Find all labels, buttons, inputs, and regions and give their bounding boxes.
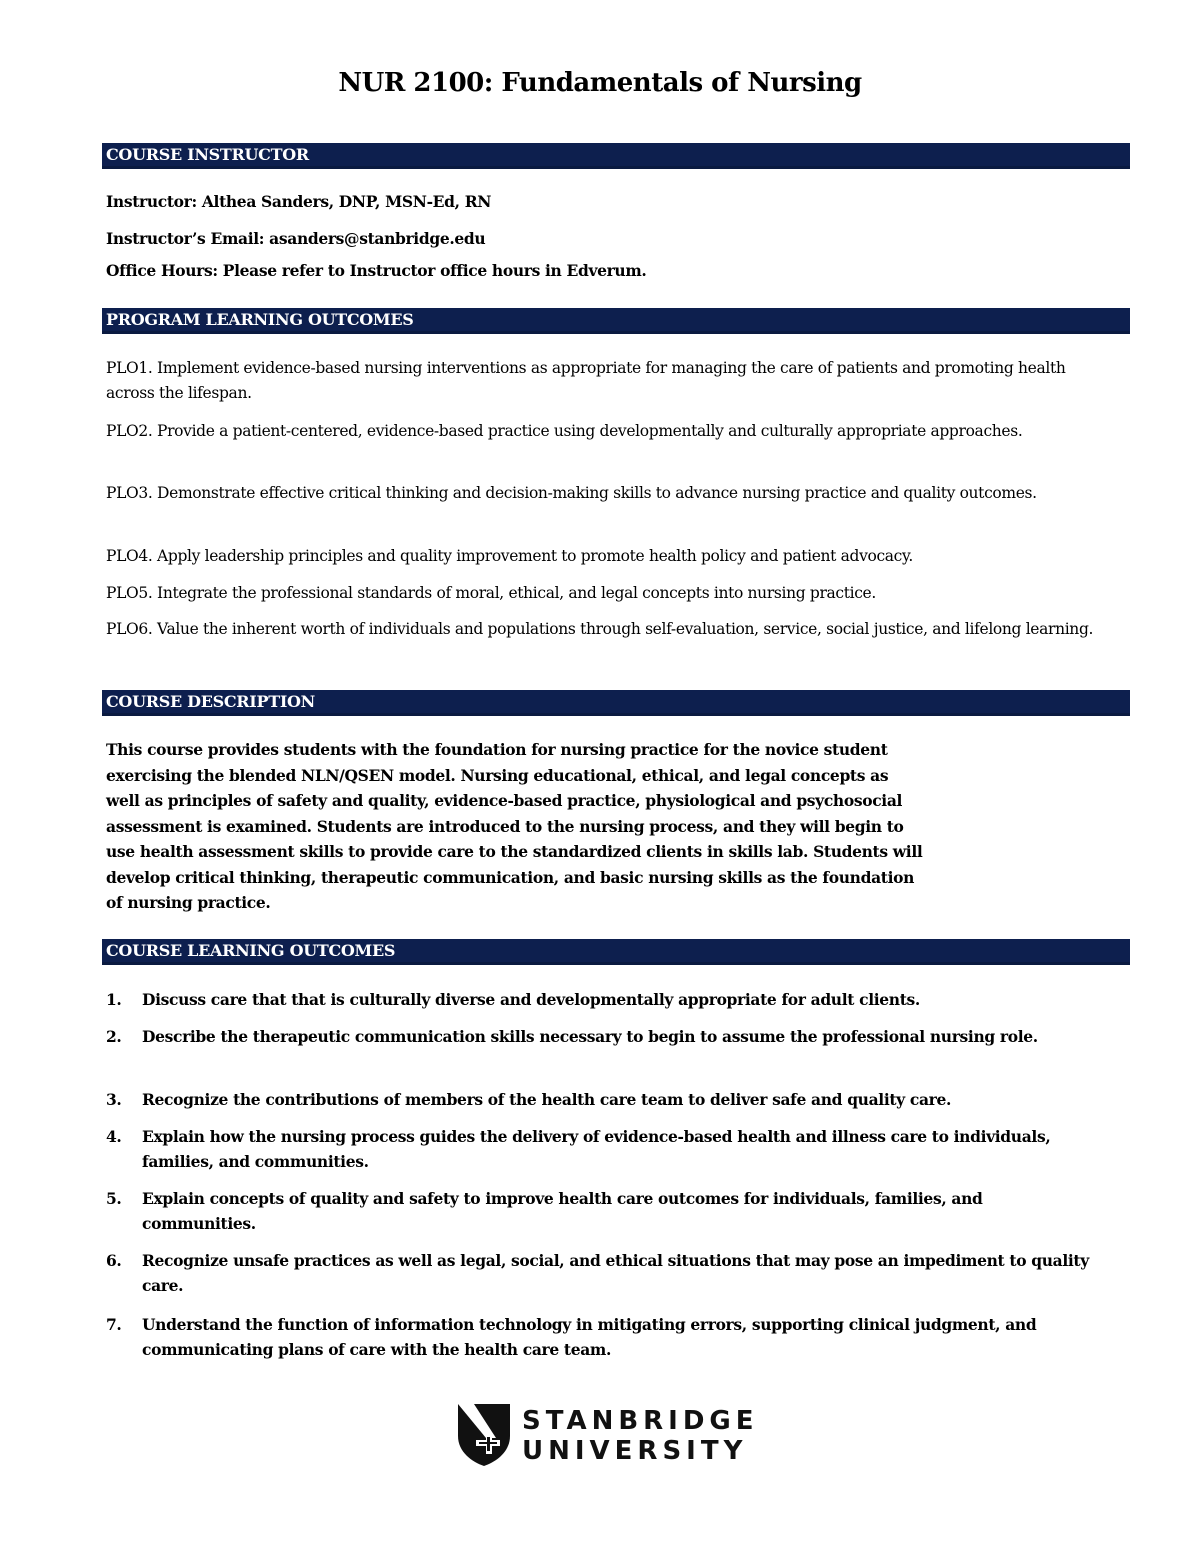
office-hours: Office Hours: Please refer to Instructor office hours in Edverum.: [106, 261, 647, 280]
clo-number: 3.: [106, 1090, 122, 1109]
clo-text: Explain how the nursing process guides the delivery of evidence-based health and illness care to individuals, families, and communities.: [142, 1127, 1051, 1171]
clo-item-1: [106, 987, 1096, 1013]
clo-item-4: [106, 1124, 1096, 1176]
logo-wordmark: [522, 1406, 759, 1466]
section-header-program-learning-outcomes: [102, 308, 1130, 334]
section-heading: COURSE INSTRUCTOR: [106, 145, 309, 164]
section-heading: PROGRAM LEARNING OUTCOMES: [106, 310, 414, 329]
description-line: This course provides students with the foundation for nursing practice for the novice student: [106, 740, 888, 759]
clo-item-7: [106, 1312, 1096, 1364]
stanbridge-shield-icon: [456, 1402, 512, 1468]
logo-line-2: UNIVERSITY: [522, 1436, 748, 1466]
clo-text: Understand the function of information technology in mitigating errors, supporting clinical judgment, and communicating plans of care with the health care team.: [142, 1315, 1037, 1359]
clo-text: Discuss care that that is culturally diverse and developmentally appropriate for adult clients.: [142, 990, 920, 1009]
clo-text: Describe the therapeutic communication skills necessary to begin to assume the professional nursing role.: [142, 1027, 1038, 1046]
description-line: well as principles of safety and quality, evidence-based practice, physiological and psychosocial: [106, 791, 903, 810]
plo-item-2: PLO2. Provide a patient-centered, evidence-based practice using developmentally and culturally appropriate approaches.: [106, 422, 1023, 440]
course-description: [106, 737, 1006, 916]
section-header-course-description: [102, 690, 1130, 716]
instructor-name: Instructor: Althea Sanders, DNP, MSN-Ed, RN: [106, 192, 492, 211]
instructor-email: Instructor’s Email: asanders@stanbridge.edu: [106, 229, 486, 248]
description-line: assessment is examined. Students are introduced to the nursing process, and they will begin to: [106, 816, 904, 836]
clo-number: 1.: [106, 990, 122, 1009]
clo-number: 7.: [106, 1315, 122, 1334]
clo-text: Recognize unsafe practices as well as legal, social, and ethical situations that may pose an impediment to quality care.: [142, 1251, 1089, 1295]
description-line: of nursing practice.: [106, 893, 271, 912]
clo-item-3: [106, 1087, 1096, 1113]
clo-number: 2.: [106, 1027, 122, 1046]
clo-number: 4.: [106, 1127, 122, 1146]
clo-number: 6.: [106, 1251, 122, 1270]
clo-number: 5.: [106, 1189, 122, 1208]
section-header-course-learning-outcomes: [102, 939, 1130, 965]
logo-line-1: STANBRIDGE: [522, 1406, 759, 1436]
description-line: use health assessment skills to provide care to the standardized clients in skills lab. Students will: [106, 842, 923, 861]
description-line: exercising the blended NLN/QSEN model. Nursing educational, ethical, and legal concepts as: [106, 765, 889, 785]
stanbridge-university-logo: [456, 1402, 759, 1468]
page-title: NUR 2100: Fundamentals of Nursing: [338, 68, 862, 98]
clo-text: Recognize the contributions of members of the health care team to deliver safe and quality care.: [142, 1090, 952, 1109]
clo-item-5: [106, 1186, 1096, 1238]
plo-item-3: PLO3. Demonstrate effective critical thinking and decision-making skills to advance nursing practice and quality outcomes.: [106, 484, 1037, 502]
clo-text: Explain concepts of quality and safety to improve health care outcomes for individuals, families, and communities.: [142, 1189, 983, 1233]
section-heading: COURSE DESCRIPTION: [106, 692, 315, 711]
plo-item-1: PLO1. Implement evidence-based nursing interventions as appropriate for managing the care of patients and promoting health across the lifespan.: [106, 359, 1066, 402]
plo-item-6: PLO6. Value the inherent worth of individuals and populations through self-evaluation, service, social justice, and lifelong learning.: [106, 620, 1094, 638]
section-header-course-instructor: [102, 143, 1130, 169]
plo-item-5: PLO5. Integrate the professional standards of moral, ethical, and legal concepts into nursing practice.: [106, 584, 876, 602]
clo-item-2: [106, 1024, 1096, 1076]
clo-item-6: [106, 1248, 1096, 1300]
description-line: develop critical thinking, therapeutic communication, and basic nursing skills as the foundation: [106, 867, 915, 887]
section-heading: COURSE LEARNING OUTCOMES: [106, 941, 396, 960]
plo-item-4: PLO4. Apply leadership principles and quality improvement to promote health policy and patient advocacy.: [106, 547, 913, 565]
